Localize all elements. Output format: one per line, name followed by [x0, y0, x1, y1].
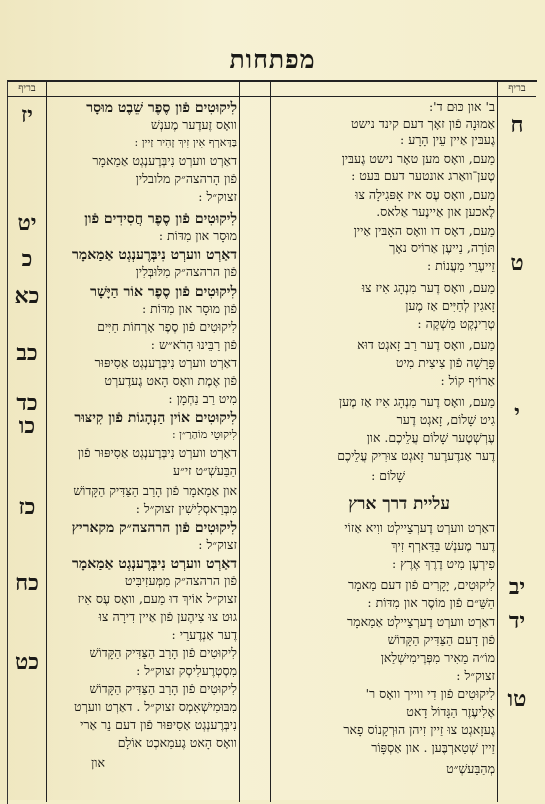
left-number: כט [14, 649, 40, 675]
right-line: מַעם, וואָס דֶער רַב זָאגְט דוּא [357, 337, 495, 352]
left-number-divider [46, 80, 47, 802]
left-line: מִסְטְרֶעלִיסְק זצוק״ל : [136, 663, 237, 678]
section-title: עליית דרך ארץ [348, 494, 450, 514]
left-number: כז [18, 494, 36, 520]
left-line: הַבַּעשְׁ״ט זי״ע [173, 463, 237, 478]
left-line: דאַרְט ווערְט נִיבְּרֶענְגְט אַסִיפּוּר [94, 355, 237, 370]
left-line: און [91, 755, 105, 770]
left-line: פֿון הרהצה״ק מִמְּעזִיבִּיט [124, 573, 237, 588]
right-line: גֶעבּין אַיין עֵין הָרָע : [400, 132, 495, 147]
right-line: מַעם, וואָס דֶער מִנְהָג אִיז אַז מֶען [338, 394, 495, 409]
right-line: מַעם, דאָס דו וואָס האָבּין אַיין [353, 223, 495, 238]
right-line: עֶרְשְׁטֶער שָׁלוֹם עֲלֵיכֶם. און [366, 430, 495, 445]
left-line: מִבּוּמִישְׁאִמְס זצוק״ל . דאַרְט ווערְט [74, 699, 237, 714]
right-line: אֶלִיעֶזֶר הַגָּדוֹל דָאט [406, 704, 495, 719]
left-line: מִיט רַב נַחְמָן : [168, 391, 237, 406]
left-line: בַּדַּארְף אִין זִיךְ זָהִיר זַיין : [134, 136, 237, 149]
right-line: הַשֵּׁ״ם פֿון מוֹסֶר און מִדּוֹת : [367, 595, 495, 610]
left-number: יז [21, 102, 33, 128]
left-number: כח [15, 570, 39, 596]
right-number: יד [508, 608, 526, 634]
right-line: זצוק״ל : [456, 668, 495, 683]
left-line: דאַרְט ווערְט נִיבְּרֶענְגְט אַמַאמָר [92, 153, 237, 168]
left-line: פֿון הרהצה״ק מִלּוּבְּלִין [135, 264, 237, 279]
right-line: זָאגִין לְחַיִּים אַז מֶען [405, 298, 495, 313]
right-line: זַיין שְׁטַארְבֶּען . און אַסְפָּוֹר [371, 740, 495, 755]
right-number: ט [510, 250, 524, 276]
left-line: לִיקוּטִים פֿון סֶפֶר אָרְחוֹת חַיִּים [97, 319, 237, 334]
right-number: ח [510, 112, 524, 138]
left-column-divider [239, 80, 240, 802]
right-line: מַעם, וואָס מען טאָר נישט גֶעבּין [341, 151, 495, 166]
left-line: מוּסָר און מִדּוֹת : [158, 228, 237, 243]
right-line: דֶער מֶענְשׁ בַּדַּארְף זִיךְ [391, 538, 495, 553]
left-line: פֿון מוּסָר און מִדּוֹת : [141, 301, 237, 316]
right-line: טְרִינְקֶט מַשְׁקֶה : [417, 316, 495, 331]
left-line: דֶער אַנְדֶערֵי : [171, 627, 237, 642]
right-line: אַרוֹיף קוֹל : [440, 373, 495, 388]
left-line: לִיקוּטִים פֿון סֶפֶר שֵׁבֶט מוּסָר [86, 100, 237, 116]
right-line: לֶאכען און אַיינֶער אַלאס. [376, 204, 495, 219]
left-number: כא [14, 283, 40, 309]
left-line: פֿון אֶמֶת וואָס הָאט גֶעדֶערְט [104, 373, 237, 388]
center-divider [270, 80, 271, 802]
left-line: פֿון הָרהצה״ק מלובלין [135, 171, 237, 186]
left-number: כו [18, 413, 36, 439]
right-line: פִירְעֶן מִיט דֶרֶךְ אֶרֶץ : [391, 556, 495, 571]
right-line: ב' און כּוּם ד': [428, 99, 495, 114]
right-line: תּוֹרָה, נַייעֶן אַרוֹיס נאָך [389, 240, 495, 255]
left-line: וואָס הָאט גֶעמַאכְט אוֹלָם [117, 735, 237, 750]
left-number: יט [17, 210, 37, 236]
left-line: דאַרְט ווערְט נִיבְּרֶענְגְט אַמַאמָר [72, 556, 237, 572]
left-line: און אַמַאמָר פֿון הָרַב הַצַּדִּיק הַקָּדוֹשׁ [73, 483, 237, 498]
left-line: דאַרְט ווערְט נִיבְּרֶענְגְט אַמַאמָר [72, 247, 237, 263]
right-line: מַעם, וואָס עֶס איז אָפּגִילָה צוּ [355, 187, 495, 202]
left-number: כב [16, 340, 38, 366]
left-line: נִיבְּרֶענְגְט אַסִיפּוּר פֿון דעם נֵר אַרי [80, 717, 237, 732]
left-line: מִבְּרַאסְלִישִׁין זצוק״ל : [135, 501, 237, 516]
right-line: דאַרְט ווערְט דֶערְצֵיילְט ווִיא אַזוֹי [344, 520, 495, 535]
left-line: לִיקוּטִים פֿון סֶפֶר אוֹר הַיָּשָׁר [90, 284, 237, 300]
right-line: מַעם, וואָס דֶער מִנְהָג אִיז צוּ [361, 280, 495, 295]
right-line: לִיקוּטִים, יָקָרִים פֿון דעם מַאמָר [348, 577, 495, 592]
right-line: לִיקוּטִים פֿון דִי ווייך וואָס ר' [365, 686, 495, 701]
left-number: כד [16, 390, 38, 416]
right-line: זֵייעֶרֵי מַעֲנוֹת : [426, 258, 495, 273]
left-line: פֿון רַבֵּינוּ הָרֹא״ש : [150, 337, 237, 352]
right-line: דאַרְט ווערְט דֶערְצֵיילְט אַמַאמָר [347, 614, 495, 629]
left-line: לִיקוּטִים פֿון הָרַב הַצַּדִּיק הַקָּדוֹשׁ [89, 681, 237, 696]
left-line: גוּט צוּ צִיהֶען פֿון אַיין דִירָה צוּ [98, 609, 237, 624]
right-line: טֶען־וואַרג אונטער דעם בּעט : [351, 168, 495, 183]
left-line: זצוק״ל : [198, 537, 237, 552]
right-line: גֶעזָאגְט צוּ זַיין זִיהן הוּרְקָנוֹס פָאר [343, 722, 495, 737]
right-line: מוֹ״ה מֵאִיר מִפְּרֶימִישְׁלַאן [380, 650, 495, 665]
right-line: פָּרָשָׁה פֿון צִיצִית מִיט [395, 355, 495, 370]
right-line: גִיט שָׁלוֹם, זָאגְט דֶער [396, 412, 495, 427]
right-line: דֶער אַנדֶערֶער זָאגְט צוּרִיק עֲלֵיכֶם [337, 448, 495, 463]
left-line: זצוק״ל : [198, 189, 237, 204]
right-number: טו [507, 686, 527, 712]
left-line: לִיקוּטֵי מוֹהַרַ״ן : [171, 428, 237, 441]
header-rule [7, 96, 536, 97]
left-line: לִיקוּטִים אוֹין הַנְהָגוֹת פֿון קִיצּוּר [74, 410, 237, 426]
left-line: וואָס זֶעדֶער מֶענְשׁ [150, 117, 237, 132]
right-number: יב [508, 574, 526, 600]
left-line: זצוק״ל אוֹיךְ דוּ מַעם, וואָס עֶס אִיז [77, 591, 237, 606]
right-column-label: בריף [508, 83, 526, 94]
left-line: לִיקוּטִים פֿון סֶפֶר חֲסִידִים פֿון [84, 211, 237, 227]
right-number: י [514, 400, 520, 426]
left-number: כ [21, 246, 33, 272]
right-line: פֿון דָעם הַצַּדִּיק הַקָּדוֹשׁ [387, 632, 495, 647]
left-line: לִיקוּטִים פֿון הרהצה״ק מקאריץ [71, 520, 237, 536]
left-column-label: בריף [18, 83, 36, 94]
left-line: דאַרְט ווערְט נִיבְּרֶענְגְט אַסִיפּוּר פֿון [77, 445, 237, 460]
page-title: מפתחות [229, 45, 316, 74]
right-line: אַמוּנָה פֿון זאָך דעם קינד נישט [351, 116, 495, 131]
left-line: לִיקוּטִים פֿון הָרַב הַצַּדִּיק הַקָּדוֹשׁ [89, 645, 237, 660]
right-line: שָׁלוֹם : [371, 468, 405, 483]
right-line: מְהַבַּעשְׁ״ט [446, 761, 495, 776]
